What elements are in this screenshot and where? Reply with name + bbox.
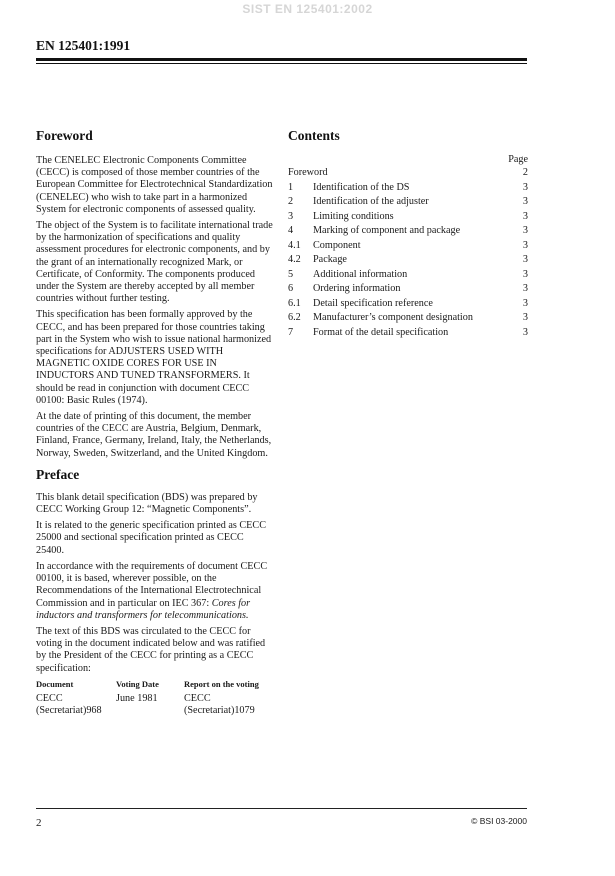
contents-entry-title: Additional information xyxy=(313,268,408,280)
contents-entry-number: 3 xyxy=(288,210,294,222)
contents-entry-title: Foreword xyxy=(288,167,328,178)
preface-paragraph: The text of this BDS was circulated to the CECC for voting in the document indicated below and was ratified by the President of the CECC for printing as a CECC specification: xyxy=(36,625,266,674)
contents-entry-number: 6.1 xyxy=(288,297,301,309)
contents-heading: Contents xyxy=(288,128,340,143)
contents-entry-title: Marking of component and package xyxy=(313,225,461,236)
contents-entry-number: 4.2 xyxy=(288,254,301,265)
contents-entry-title: Identification of the DS xyxy=(313,181,410,193)
preface-paragraph xyxy=(36,561,274,622)
preface-paragraph: It is related to the generic specification printed as CECC 25000 and sectional specification printed as CECC 25400. xyxy=(36,520,266,556)
contents-entry-title: Detail specification reference xyxy=(313,297,433,309)
contents-entry-title: Component xyxy=(313,239,361,251)
left-column xyxy=(36,128,274,717)
contents-entry-number: 2 xyxy=(288,196,294,207)
contents-entry-number: 4 xyxy=(288,225,294,236)
header-rule-thick xyxy=(36,58,527,61)
contents-entry-page: 3 xyxy=(522,181,528,193)
foreword-paragraph: At the date of printing of this document, the member countries of the CECC are Austria, Belgium, Denmark, Finland, France, Germany, Ireland, Italy, the Netherlands, Norway, Sweden, Switzerland, and the United Kingdom. xyxy=(36,411,272,459)
contents-entry-title: Package xyxy=(313,254,347,265)
contents-entry-page: 3 xyxy=(522,283,528,294)
voting-table-header: Document xyxy=(36,678,74,689)
contents-entry-title: Format of the detail specification xyxy=(313,326,449,338)
foreword-paragraph: This specification has been formally approved by the CECC, and has been prepared for those countries taking part in the System who wish to issue national harmonized specifications for ADJUSTERS USED WITH MAGNETIC OXIDE CORES FOR USE IN INDUCTORS AND TUNED TRANSFORMERS. It should be read in conjunction with document CECC 00100: Basic Rules (1974). xyxy=(36,309,272,406)
preface-heading: Preface xyxy=(36,466,80,482)
contents-list xyxy=(288,166,528,340)
contents-page-label: Page xyxy=(508,154,528,165)
contents-entry-page: 3 xyxy=(522,225,528,236)
contents-entry[interactable] xyxy=(288,224,528,239)
watermark: SIST EN 125401:2002 xyxy=(242,2,373,16)
contents-entry[interactable] xyxy=(288,210,528,225)
foreword-heading: Foreword xyxy=(36,128,93,143)
foreword-paragraph: The object of the System is to facilitate international trade by the harmonization of specifications and quality assessment procedures for electronic components, and by the grant of an internationally recognized Mark, or Certificate, of Conformity. The components produced under the System are thereby accepted by all member countries without further testing. xyxy=(36,220,273,305)
contents-entry[interactable] xyxy=(288,239,528,254)
header-rule-thin xyxy=(36,63,527,64)
copyright-notice: © BSI 03-2000 xyxy=(471,816,527,826)
contents-entry-page: 3 xyxy=(522,254,528,265)
iec-title-italic: Cores for inductors and transformers for telecommunications. xyxy=(36,597,251,621)
contents-entry-number: 6.2 xyxy=(288,312,301,323)
preface-paragraph-text: In accordance with the requirements of document CECC 00100, it is based, wherever possible, on the Recommendations of the International Electrotechnical Commission and in particular on IEC 367: xyxy=(36,560,268,609)
voting-table xyxy=(36,679,274,717)
contents-entry-title: Ordering information xyxy=(313,283,401,294)
contents-entry-number: 7 xyxy=(288,326,294,338)
contents-entry[interactable] xyxy=(288,326,528,341)
page-number: 2 xyxy=(36,817,42,829)
contents-entry-title: Manufacturer’s component designation xyxy=(313,312,473,323)
contents-entry-page: 3 xyxy=(522,297,528,309)
voting-table-cell: CECC (Secretariat)968 xyxy=(36,692,102,716)
contents-entry-page: 2 xyxy=(522,167,528,178)
contents-entry-page: 3 xyxy=(522,326,528,338)
contents-entry-number: 5 xyxy=(288,268,294,280)
voting-table-header: Report on the voting xyxy=(184,678,259,689)
preface-paragraph: This blank detail specification (BDS) was prepared by CECC Working Group 12: “Magnetic Components”. xyxy=(36,491,258,516)
contents-entry[interactable] xyxy=(288,181,528,196)
standard-number: EN 125401:1991 xyxy=(36,38,131,53)
contents-entry-number: 6 xyxy=(288,283,294,294)
contents-entry[interactable] xyxy=(288,195,528,210)
contents-entry-page: 3 xyxy=(522,268,528,280)
voting-table-header: Voting Date xyxy=(116,678,159,689)
right-column xyxy=(288,128,528,340)
contents-entry-title: Identification of the adjuster xyxy=(313,196,429,207)
footer-rule xyxy=(36,808,527,809)
contents-entry-page: 3 xyxy=(522,210,528,222)
contents-entry-title: Limiting conditions xyxy=(313,210,394,222)
contents-entry[interactable] xyxy=(288,282,528,297)
contents-entry-page: 3 xyxy=(522,312,528,323)
contents-entry[interactable] xyxy=(288,166,528,181)
voting-table-cell: CECC (Secretariat)1079 xyxy=(184,692,255,716)
voting-table-cell: June 1981 xyxy=(116,692,158,704)
foreword-paragraph: The CENELEC Electronic Components Committee (CECC) is composed of those member countries of the European Committee for Electrotechnical Standardization (CENELEC) who wish to take part in a harmonized System for electronic components of assessed quality. xyxy=(36,155,273,215)
contents-entry-number: 4.1 xyxy=(288,239,301,251)
contents-entry[interactable] xyxy=(288,268,528,283)
contents-entry[interactable] xyxy=(288,311,528,326)
contents-entry-page: 3 xyxy=(522,239,528,251)
contents-entry[interactable] xyxy=(288,297,528,312)
contents-entry-number: 1 xyxy=(288,181,294,193)
contents-entry-page: 3 xyxy=(522,196,528,207)
contents-entry[interactable] xyxy=(288,253,528,268)
